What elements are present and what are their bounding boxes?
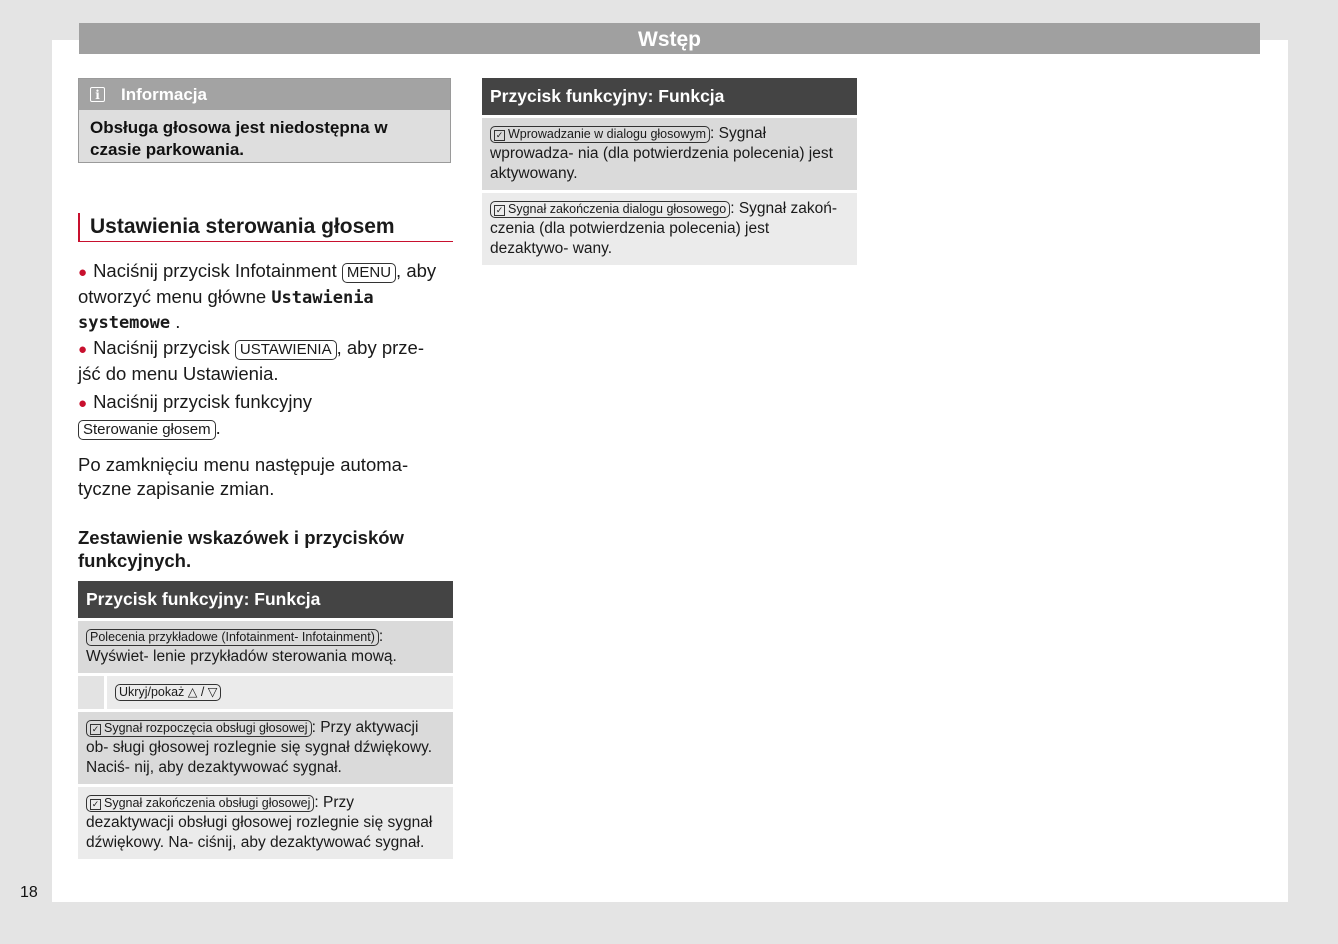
info-box-text: Obsługa głosowa jest niedostępna w czasie parkowania. <box>90 118 388 159</box>
voice-control-key: Sterowanie głosem <box>78 420 216 440</box>
table-row <box>78 621 453 673</box>
menu-name: Ustawienia systemowe <box>78 288 374 333</box>
function-key-label: Sygnał zakończenia dialogu głosowego <box>508 202 727 216</box>
function-key <box>86 795 314 812</box>
step-text: . <box>215 417 221 438</box>
function-table-left <box>78 581 453 859</box>
step-text: . <box>170 311 181 332</box>
bullet-icon: ● <box>78 264 88 281</box>
info-box-header <box>79 79 450 110</box>
step-2 <box>78 336 448 386</box>
checkbox-icon: ✓ <box>495 205 504 215</box>
step-text: Naciśnij przycisk <box>93 337 235 358</box>
checkbox-icon: ✓ <box>91 724 100 734</box>
function-key <box>490 126 710 143</box>
row-cell <box>107 676 453 709</box>
table-row <box>78 676 453 709</box>
function-key-label: Wprowadzanie w dialogu głosowym <box>508 127 707 141</box>
info-icon: i <box>90 87 105 102</box>
info-box <box>78 78 451 163</box>
page-number: 18 <box>20 884 38 901</box>
table-header: Przycisk funkcyjny: Funkcja <box>482 78 857 115</box>
function-key <box>490 201 730 218</box>
summary-heading: Zestawienie wskazówek i przycisków funkcyjnych. <box>78 527 404 571</box>
function-key-label: Sygnał zakończenia obsługi głosowej <box>104 796 311 810</box>
step-1 <box>78 259 448 335</box>
table-row <box>482 193 857 265</box>
menu-key: MENU <box>342 263 396 283</box>
info-box-title: Informacja <box>121 84 207 104</box>
table-row <box>78 787 453 859</box>
function-key: Polecenia przykładowe (Infotainment- Infotainment) <box>86 629 379 646</box>
table-header: Przycisk funkcyjny: Funkcja <box>78 581 453 618</box>
function-key-label: Sygnał rozpoczęcia obsługi głosowej <box>104 721 308 735</box>
function-key: Ukryj/pokaż △ / ▽ <box>115 684 221 701</box>
row-indent-cell <box>78 676 107 709</box>
row-text: : Przy aktywacji ob- sługi głosowej rozlegnie się sygnał dźwiękowy. Naciś- nij, aby dezaktywować sygnał. <box>86 719 433 776</box>
section-title: Ustawienia sterowania głosem <box>78 213 453 242</box>
row-text: : Wyświet- lenie przykładów sterowania mową. <box>86 628 397 665</box>
row-text: : Przy dezaktywacji obsługi głosowej rozlegnie się sygnał dźwiękowy. Na- ciśnij, aby dezaktywować sygnał. <box>86 794 433 851</box>
row-text: : Sygnał zakoń- czenia (dla potwierdzenia polecenia) jest dezaktywo- wany. <box>490 200 838 257</box>
function-table-right <box>482 78 857 265</box>
checkbox-icon: ✓ <box>91 799 100 809</box>
checkbox-icon: ✓ <box>495 130 504 140</box>
step-3 <box>78 390 448 440</box>
ustawienia-key: USTAWIENIA <box>235 340 337 360</box>
step-text: Naciśnij przycisk funkcyjny <box>93 391 313 412</box>
bullet-icon: ● <box>78 341 88 358</box>
table-row <box>482 118 857 190</box>
step-text: Naciśnij przycisk Infotainment <box>93 260 342 281</box>
page-header-title: Wstęp <box>79 23 1260 54</box>
step-text: , aby otworzyć menu główne <box>78 260 437 307</box>
table-row <box>78 712 453 784</box>
bullet-icon: ● <box>78 395 88 412</box>
row-text: : Sygnał wprowadza- nia (dla potwierdzenia polecenia) jest aktywowany. <box>490 125 833 182</box>
step-text: , aby prze- jść do menu Ustawienia. <box>78 337 424 384</box>
function-key <box>86 720 312 737</box>
auto-save-paragraph: Po zamknięciu menu następuje automa- tyczne zapisanie zmian. <box>78 454 409 499</box>
